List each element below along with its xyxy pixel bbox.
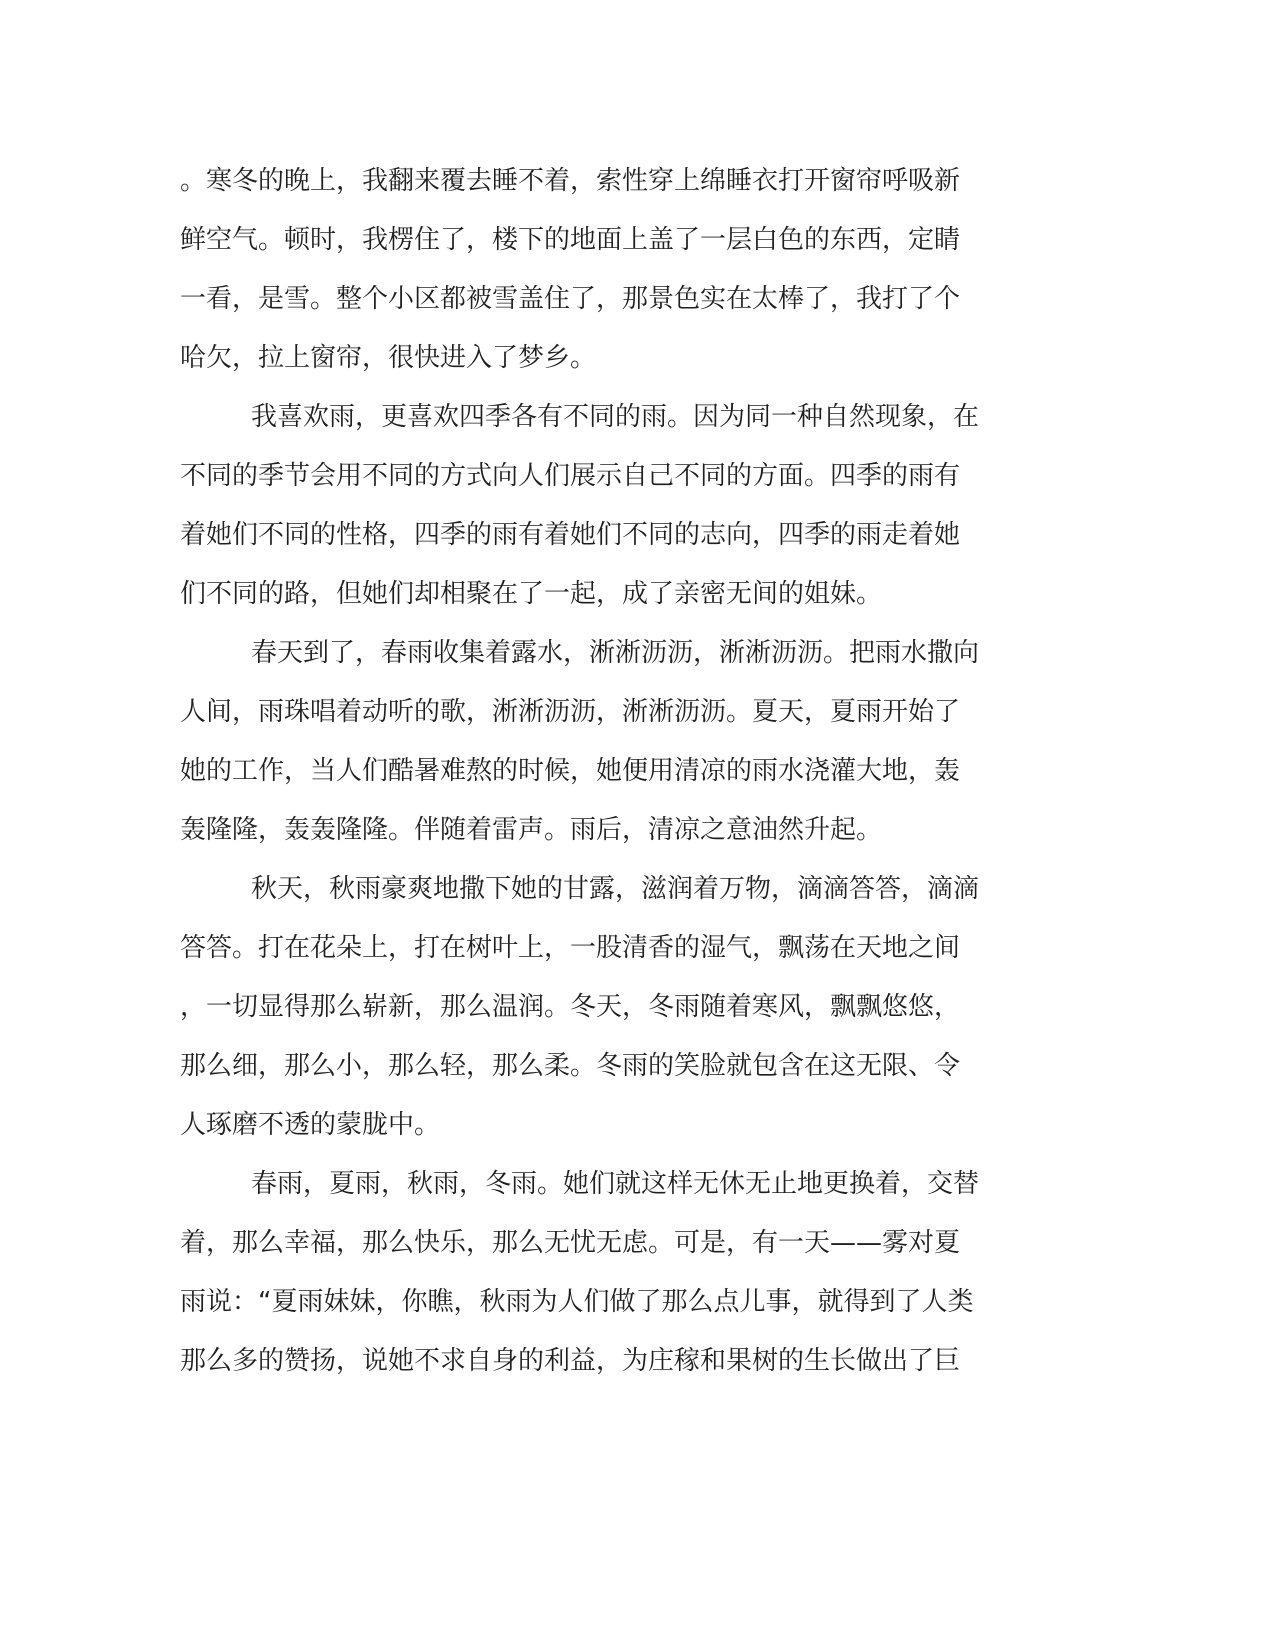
- text-line: 一看，是雪。整个小区都被雪盖住了，那景色实在太棒了，我打了个: [180, 284, 961, 314]
- text-line: 轰隆隆，轰轰隆隆。伴随着雷声。雨后，清凉之意油然升起。: [180, 815, 883, 845]
- text-line: 雨说：“夏雨妹妹，你瞧，秋雨为人们做了那么点儿事，就得到了人类: [180, 1287, 974, 1317]
- text-line: 答答。打在花朵上，打在树叶上，一股清香的湿气，飘荡在天地之间: [180, 933, 961, 963]
- text-line: 不同的季节会用不同的方式向人们展示自己不同的方面。四季的雨有: [180, 461, 961, 491]
- text-line: 人间，雨珠唱着动听的歌，淅淅沥沥，淅淅沥沥。夏天，夏雨开始了: [180, 697, 961, 727]
- text-line: 人琢磨不透的蒙胧中。: [180, 1110, 441, 1140]
- text-line: 着，那么幸福，那么快乐，那么无忧无虑。可是，有一天——雾对夏: [180, 1228, 961, 1258]
- text-line: 那么细，那么小，那么轻，那么柔。冬雨的笑脸就包含在这无限、令: [180, 1051, 961, 1081]
- text-line: 那么多的赞扬，说她不求自身的利益，为庄稼和果树的生长做出了巨: [180, 1346, 961, 1376]
- text-line: 哈欠，拉上窗帘，很快进入了梦乡。: [180, 343, 597, 373]
- body-text: [180, 158, 1040, 1397]
- text-line: ，一切显得那么崭新，那么温润。冬天，冬雨随着寒风，飘飘悠悠，: [180, 992, 961, 1022]
- paragraph-first-line: 我喜欢雨，更喜欢四季各有不同的雨。因为同一种自然现象，在: [251, 402, 980, 432]
- text-line: 她的工作，当人们酷暑难熬的时候，她便用清凉的雨水浇灌大地，轰: [180, 756, 961, 786]
- text-line: 。寒冬的晚上，我翻来覆去睡不着，索性穿上绵睡衣打开窗帘呼吸新: [180, 166, 961, 196]
- text-line: 鲜空气。顿时，我楞住了，楼下的地面上盖了一层白色的东西，定睛: [180, 225, 961, 255]
- text-line: 着她们不同的性格，四季的雨有着她们不同的志向，四季的雨走着她: [180, 520, 961, 550]
- paragraph-first-line: 秋天，秋雨豪爽地撒下她的甘露，滋润着万物，滴滴答答，滴滴: [251, 874, 980, 904]
- paragraph-first-line: 春天到了，春雨收集着露水，淅淅沥沥，淅淅沥沥。把雨水撒向: [251, 638, 980, 668]
- paragraph-first-line: 春雨，夏雨，秋雨，冬雨。她们就这样无休无止地更换着，交替: [251, 1169, 980, 1199]
- text-line: 们不同的路，但她们却相聚在了一起，成了亲密无间的姐妹。: [180, 579, 883, 609]
